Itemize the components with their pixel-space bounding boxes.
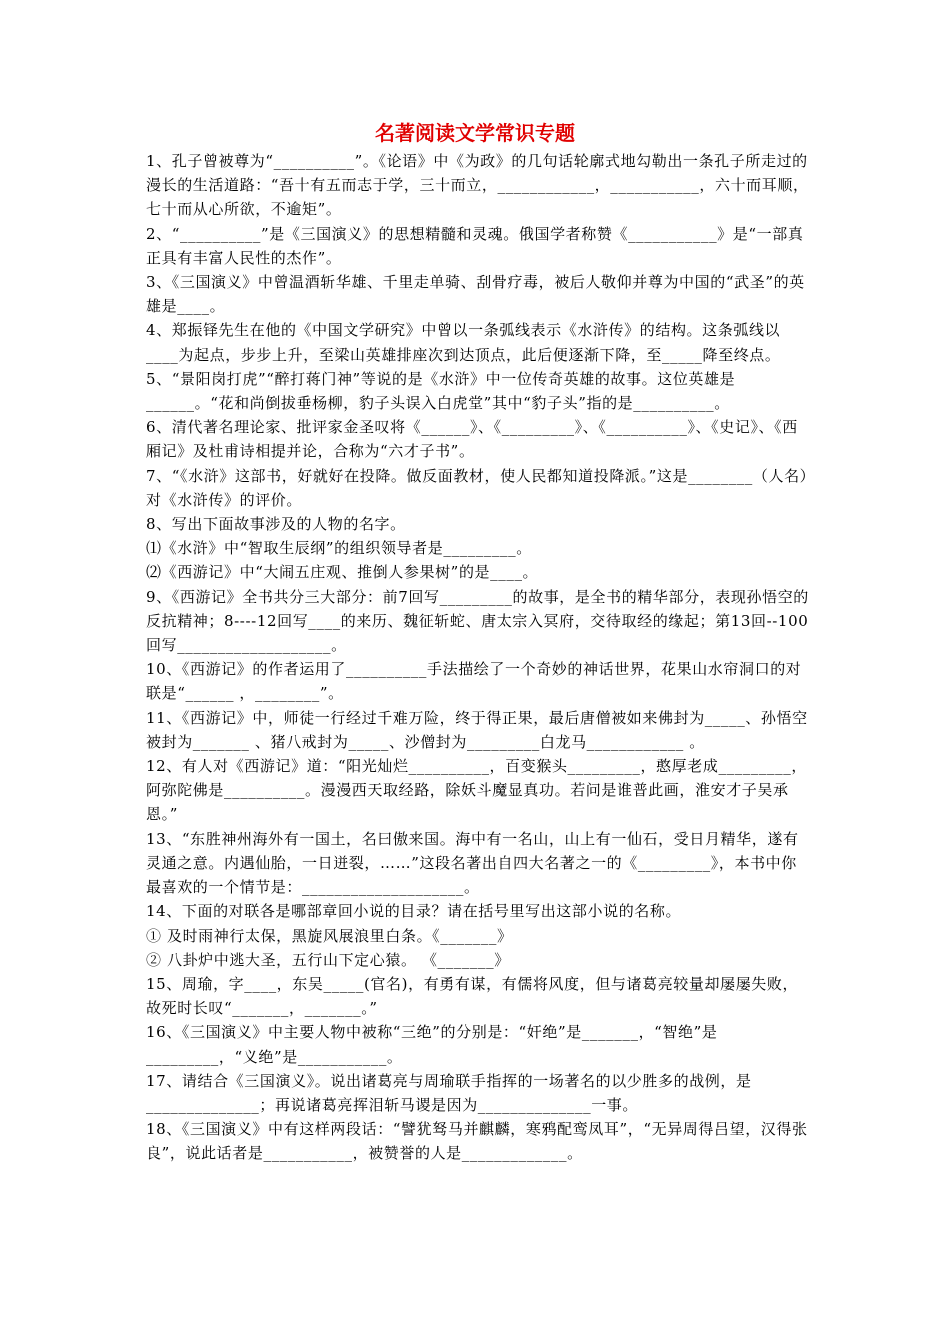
question-1: 1、孔子曾被尊为“__________”。《论语》中《为政》的几句话轮廓式地勾勒出一条孔子所走过的漫长的生活道路：“吾十有五而志于学，三十而立，____________，___________，六十而耳顺，七十而从心所欲，不逾矩”。 (146, 152, 809, 219)
question-14-part-1: ① 及时雨神行太保，黑旋风展浪里白条。《_______》 (146, 926, 513, 945)
document-body (146, 149, 810, 1166)
question-8-part-1: ⑴《水浒》中“智取生辰纲”的组织领导者是_________。 (146, 539, 532, 558)
question-3: 3、《三国演义》中曾温酒斩华雄、千里走单骑、刮骨疗毒，被后人敬仰并尊为中国的“武圣”的英雄是____。 (146, 273, 805, 316)
question-14-part-2: ② 八卦炉中逃大圣，五行山下定心猿。 《_______》 (146, 950, 510, 969)
question-13: 13、“东胜神州海外有一国土，名曰傲来国。海中有一名山，山上有一仙石，受日月精华，遂有灵通之意。内遇仙胎，一日迸裂，……”这段名著出自四大名著之一的《_________》，本书中你最喜欢的一个情节是：____________________。 (146, 829, 799, 897)
question-14: 14、下面的对联各是哪部章回小说的目录？请在括号里写出这部小说的名称。 (146, 902, 682, 921)
question-7: 7、“《水浒》这部书，好就好在投降。做反面教材，使人民都知道投降派。”这是________（人名）对《水浒传》的评价。 (146, 466, 808, 509)
question-9: 9、《西游记》全书共分三大部分：前7回写_________的故事，是全书的精华部分，表现孙悟空的反抗精神；8----12回写____的来历、魏征斩蛇、唐太宗入冥府，交待取经的缘起；第13回--100回写___________________。 (146, 587, 809, 655)
question-16: 16、《三国演义》中主要人物中被称“三绝”的分别是：“奸绝”是_______，“智绝”是_________，“义绝”是___________。 (146, 1023, 718, 1066)
question-8-part-2: ⑵《西游记》中“大闹五庄观、推倒人参果树”的是____。 (146, 563, 539, 582)
document-title: 名著阅读文学常识专题 (375, 121, 575, 145)
question-17: 17、请结合《三国演义》。说出诸葛亮与周瑜联手指挥的一场著名的以少胜多的战例，是______________；再说诸葛亮挥泪斩马谡是因为______________一事。 (146, 1071, 752, 1114)
question-18: 18、《三国演义》中有这样两段话：“譬犹驽马并麒麟，寒鸦配鸾凤耳”，“无异周得吕望，汉得张良”，说此话者是___________，被赞誉的人是_____________。 (146, 1120, 808, 1163)
question-6: 6、清代著名理论家、批评家金圣叹将《______》、《_________》、《__________》、《史记》、《西厢记》及杜甫诗相提并论，合称为“六才子书”。 (146, 418, 798, 461)
question-2: 2、“__________”是《三国演义》的思想精髓和灵魂。俄国学者称赞《___________》是“一部真正具有丰富人民性的杰作”。 (146, 224, 804, 267)
question-5: 5、“景阳岗打虎”“醉打蒋门神”等说的是《水浒》中一位传奇英雄的故事。这位英雄是______。“花和尚倒拔垂杨柳，豹子头误入白虎堂”其中“豹子头”指的是__________。 (146, 369, 736, 413)
question-11: 11、《西游记》中，师徒一行经过千难万险，终于得正果，最后唐僧被如来佛封为_____、孙悟空被封为_______ 、猪八戒封为_____、沙僧封为_________白龙马____________ 。 (146, 708, 808, 751)
question-10: 10、《西游记》的作者运用了__________手法描绘了一个奇妙的神话世界，花果山水帘洞口的对联是“______ ，________”。 (146, 660, 802, 703)
question-8: 8、写出下面故事涉及的人物的名字。 (146, 515, 406, 534)
question-15: 15、周瑜，字____，东吴_____(官名)，有勇有谋，有儒将风度，但与诸葛亮较量却屡屡失败，故死时长叹“_______，_______。” (146, 974, 799, 1018)
question-4: 4、郑振铎先生在他的《中国文学研究》中曾以一条弧线表示《水浒传》的结构。这条弧线以____为起点，步步上升，至梁山英雄排座次到达顶点，此后便逐渐下降，至_____降至终点。 (146, 321, 781, 364)
question-12: 12、有人对《西游记》道：“阳光灿烂__________，百变猴头_________，憨厚老成_________，阿弥陀佛是__________。漫漫西天取经路，除妖斗魔显真功。若问是谁普此画，淮安才子吴承恩。” (146, 757, 807, 824)
